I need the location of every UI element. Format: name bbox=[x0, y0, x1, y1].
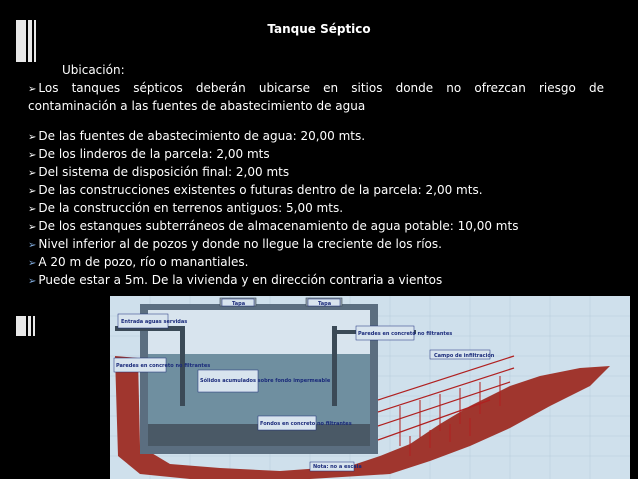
ubicacion-label: Ubicación: bbox=[62, 63, 125, 77]
list-item-text: A 20 m de pozo, río o manantiales. bbox=[38, 255, 249, 269]
list-item-text: De las construcciones existentes o futuras dentro de la parcela: 2,00 mts. bbox=[38, 183, 483, 197]
intro-paragraph bbox=[28, 80, 604, 114]
decor-stripe bbox=[16, 316, 26, 336]
list-item bbox=[28, 200, 618, 218]
list-item bbox=[28, 146, 618, 164]
arrow-bullet-icon: ➢ bbox=[28, 168, 37, 179]
label-fondos: Fondos en concreto no filtrantes bbox=[260, 421, 352, 427]
label-campo: Campo de infiltración bbox=[434, 353, 495, 359]
list-item bbox=[28, 218, 618, 236]
intro-line-1 bbox=[28, 80, 604, 98]
arrow-bullet-icon: ➢ bbox=[28, 276, 37, 287]
septic-tank-diagram bbox=[110, 296, 630, 479]
arrow-bullet-icon: ➢ bbox=[28, 222, 37, 233]
list-item bbox=[28, 164, 618, 182]
arrow-bullet-icon: ➢ bbox=[28, 258, 37, 269]
list-item-text: De los estanques subterráneos de almacenamiento de agua potable: 10,00 mts bbox=[38, 219, 519, 233]
arrow-bullet-icon: ➢ bbox=[28, 150, 37, 161]
label-tapa-2: Tapa bbox=[318, 301, 332, 307]
decor-stripe bbox=[33, 316, 35, 336]
list-item-text: Puede estar a 5m. De la vivienda y en dirección contraria a vientos bbox=[38, 273, 443, 287]
list-item-text: De los linderos de la parcela: 2,00 mts bbox=[38, 147, 270, 161]
arrow-bullet-icon: ➢ bbox=[28, 84, 37, 95]
decor-stripe bbox=[28, 316, 31, 336]
label-nota: Nota: no a escala bbox=[313, 464, 362, 470]
list-item-text: De la construcción en terrenos antiguos: 5,00 mts. bbox=[38, 201, 344, 215]
list-item bbox=[28, 182, 618, 200]
list-item-text: De las fuentes de abastecimiento de agua: 20,00 mts. bbox=[38, 129, 366, 143]
label-tapa-1: Tapa bbox=[232, 301, 246, 307]
list-item bbox=[28, 236, 618, 254]
label-entrada: Entrada aguas servidas bbox=[121, 319, 188, 325]
list-item-text: Nivel inferior al de pozos y donde no llegue la creciente de los ríos. bbox=[38, 237, 442, 251]
arrow-bullet-icon: ➢ bbox=[28, 186, 37, 197]
list-item bbox=[28, 128, 618, 146]
label-paredes-right: Paredes en concreto no filtrantes bbox=[358, 331, 453, 337]
list-item bbox=[28, 254, 618, 272]
arrow-bullet-icon: ➢ bbox=[28, 132, 37, 143]
label-solidos: Sólidos acumulados sobre fondo impermeable bbox=[200, 378, 331, 384]
arrow-bullet-icon: ➢ bbox=[28, 204, 37, 215]
intro-text-1: Los tanques sépticos deberán ubicarse en sitios donde no ofrezcan riesgo de bbox=[38, 81, 604, 95]
list-item bbox=[28, 272, 618, 290]
slide-title: Tanque Séptico bbox=[267, 22, 371, 36]
label-paredes-left: Paredes en concreto no filtrantes bbox=[116, 363, 211, 369]
intro-line-2: contaminación a las fuentes de abastecimiento de agua bbox=[28, 99, 366, 113]
distance-list bbox=[28, 128, 618, 290]
list-item-text: Del sistema de disposición final: 2,00 mts bbox=[38, 165, 290, 179]
arrow-bullet-icon: ➢ bbox=[28, 240, 37, 251]
outlet-baffle bbox=[332, 326, 337, 406]
